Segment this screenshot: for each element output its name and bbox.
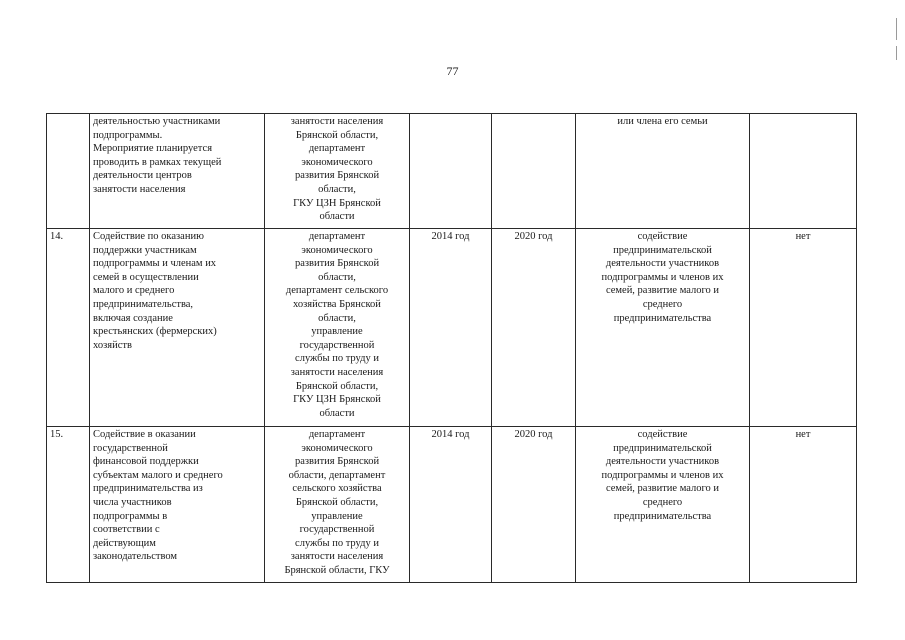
cell-expected-result-line: содействие [637, 231, 688, 242]
cell-expected-result-line: подпрограммы и членов их [601, 469, 724, 481]
cell-measure-name-line: включая создание [93, 312, 173, 324]
cell-start-year: 2014 год [410, 229, 492, 427]
cell-measure-name-line: государственной [93, 442, 168, 454]
cell-measure-name-line: предпринимательства из [93, 483, 203, 495]
cell-measure-name [90, 427, 265, 583]
cell-start-year: 2014 год [410, 427, 492, 583]
cell-expected-result [576, 114, 750, 229]
cell-executors-line: управление [311, 326, 363, 338]
cell-executors-line: области [319, 407, 355, 419]
table-row [47, 114, 857, 229]
cell-executors-line: департамент [308, 231, 366, 242]
cell-executors-line: области, [318, 183, 356, 195]
cell-executors-line: области, [318, 312, 356, 324]
cell-expected-result-line: среднего [642, 496, 683, 508]
table-row [47, 427, 857, 583]
cell-end-year: 2020 год [492, 229, 576, 427]
cell-executors-line: ГКУ ЦЗН Брянской [293, 394, 381, 406]
cell-measure-name-line: деятельности центров [93, 170, 192, 182]
cell-executors-line: развития Брянской [294, 258, 380, 270]
cell-executors-line: развития Брянской [294, 170, 380, 182]
cell-expected-result-line: семей, развитие малого и [605, 285, 720, 297]
cell-executors-line: занятости населения [290, 366, 384, 378]
cell-measure-name-line: подпрограммы. [93, 129, 163, 141]
cell-executors-line: сельского хозяйства [292, 483, 382, 495]
cell-measure-name-line: субъектам малого и среднего [93, 469, 223, 481]
cell-expected-result-line: предпринимательской [613, 442, 712, 454]
cell-executors-line: занятости населения [290, 551, 384, 563]
cell-measure-name [90, 114, 265, 229]
cell-measure-name-line: малого и среднего [93, 285, 175, 297]
cell-expected-result-line: семей, развитие малого и [605, 483, 720, 495]
cell-expected-result-line: деятельности участников [605, 456, 720, 468]
cell-executors-line: Брянской области, ГКУ [284, 564, 390, 576]
cell-executors [265, 427, 410, 583]
cell-link: нет [750, 229, 857, 427]
cell-measure-name-line: Содействие в оказании [93, 429, 196, 440]
cell-executors-line: области, департамент [288, 469, 386, 481]
cell-expected-result [576, 427, 750, 583]
page-number: 77 [446, 64, 459, 78]
cell-expected-result-line: среднего [642, 298, 683, 310]
cell-measure-name-line: числа участников [93, 496, 172, 508]
cell-executors-line: Брянской области, [295, 129, 379, 141]
cell-executors-line: службы по труду и [295, 353, 379, 365]
cell-executors-line: развития Брянской [294, 456, 380, 468]
cell-executors-line: государственной [299, 524, 375, 536]
cell-executors-line: департамент [308, 143, 366, 155]
scan-edge-mark-top [896, 18, 897, 40]
cell-number [47, 114, 90, 229]
cell-executors-line: экономического [301, 156, 373, 168]
cell-expected-result [576, 229, 750, 427]
cell-measure-name-line: предпринимательства, [93, 298, 194, 310]
cell-executors-line: занятости населения [290, 116, 384, 127]
cell-measure-name-line: Содействие по оказанию [93, 231, 204, 242]
cell-measure-name [90, 229, 265, 427]
cell-measure-name-line: семей в осуществлении [93, 271, 199, 283]
cell-executors-line: области, [318, 271, 356, 283]
cell-executors-line: области [319, 211, 355, 223]
cell-measure-name-line: законодательством [93, 551, 178, 563]
cell-expected-result-line: содействие [637, 429, 688, 440]
cell-expected-result-line: предпринимательской [613, 244, 712, 256]
cell-measure-name-line: занятости населения [93, 183, 186, 195]
cell-executors-line: Брянской области, [295, 380, 379, 392]
cell-link: нет [750, 427, 857, 583]
cell-executors-line: хозяйства Брянской [293, 298, 381, 310]
cell-end-year [492, 114, 576, 229]
cell-measure-name-line: деятельностью участниками [93, 116, 221, 127]
cell-expected-result-line: или члена его семьи [617, 116, 708, 127]
cell-measure-name-line: действующим [93, 537, 156, 549]
cell-start-year [410, 114, 492, 229]
cell-measure-name-line: хозяйств [93, 339, 132, 351]
cell-expected-result-line: предпринимательства [613, 510, 712, 522]
cell-number: 15. [47, 427, 90, 583]
cell-expected-result-line: подпрограммы и членов их [601, 271, 724, 283]
cell-expected-result-line: предпринимательства [613, 312, 712, 324]
cell-measure-name-line: крестьянских (фермерских) [93, 326, 217, 338]
cell-measure-name-line: Мероприятие планируется [93, 143, 213, 155]
measures-table-body [47, 114, 857, 583]
cell-link [750, 114, 857, 229]
cell-executors-line: управление [311, 510, 363, 522]
scan-edge-mark-bottom [896, 46, 897, 60]
table-row [47, 229, 857, 427]
cell-executors [265, 229, 410, 427]
cell-executors-line: экономического [301, 244, 373, 256]
cell-expected-result-line: деятельности участников [605, 258, 720, 270]
cell-executors-line: службы по труду и [295, 537, 379, 549]
cell-executors-line: ГКУ ЦЗН Брянской [293, 197, 381, 209]
cell-executors-line: департамент [308, 429, 366, 440]
measures-table [46, 113, 857, 583]
cell-number: 14. [47, 229, 90, 427]
cell-measure-name-line: соответствии с [93, 524, 160, 536]
cell-measure-name-line: подпрограммы в [93, 510, 168, 522]
cell-executors-line: департамент сельского [285, 285, 389, 297]
cell-measure-name-line: финансовой поддержки [93, 456, 199, 468]
cell-measure-name-line: проводить в рамках текущей [93, 156, 222, 168]
cell-executors [265, 114, 410, 229]
cell-executors-line: Брянской области, [295, 496, 379, 508]
cell-executors-line: государственной [299, 339, 375, 351]
cell-executors-line: экономического [301, 442, 373, 454]
cell-measure-name-line: подпрограммы и членам их [93, 258, 217, 270]
cell-measure-name-line: поддержки участникам [93, 244, 197, 256]
cell-end-year: 2020 год [492, 427, 576, 583]
